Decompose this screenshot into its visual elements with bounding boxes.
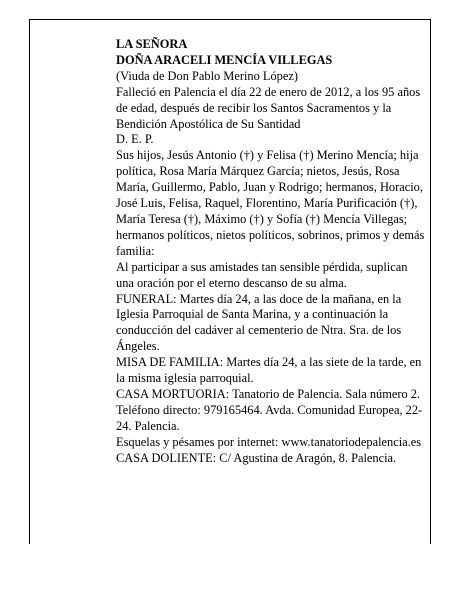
family-paragraph: Sus hijos, Jesús Antonio (†) y Felisa (†) Merino Mencía; hija política, Rosa María Márquez García; nietos, Jesús, Rosa María, Guillermo, Pablo, Juan y Rodrigo; hermanos, Horacio, José Luis, Felisa, Raquel, Florentino, María Purificación (†), María Teresa (†), Máximo (†) y Sofía (†) Mencía Villegas; hermanos políticos, nietos políticos, sobrinos, primos y demás familia: [116, 148, 425, 258]
family-mass-paragraph: MISA DE FAMILIA: Martes día 24, a las siete de la tarde, en la misma iglesia parroquial. [116, 355, 422, 386]
notice-heading: LA SEÑORA [116, 37, 188, 51]
death-paragraph: Falleció en Palencia el día 22 de enero de 2012, a los 95 años de edad, después de recibir los Santos Sacramentos y la Bendición Apostólica de Su Santidad [116, 84, 421, 131]
request-paragraph: Al participar a sus amistades tan sensible pérdida, suplican una oración por el eterno descanso de su alma. [116, 259, 408, 290]
notice-subtitle: (Viuda de Don Pablo Merino López) [116, 68, 298, 83]
deceased-name: DOÑA ARACELI MENCÍA VILLEGAS [116, 52, 333, 67]
internet-paragraph: Esquelas y pésames por internet: www.tanatoriodepalencia.es [116, 434, 422, 449]
funeral-paragraph: FUNERAL: Martes día 24, a las doce de la mañana, en la Iglesia Parroquial de Santa Marina, y a continuación la conducción del cadáver al cementerio de Ntra. Sra. de los Ángeles. [116, 291, 402, 354]
mortuary-paragraph: CASA MORTUORIA: Tanatorio de Palencia. Sala número 2. Teléfono directo: 979165464. Avda. Comunidad Europea, 22-24. Palencia. [116, 386, 423, 433]
rip-text: D. E. P. [116, 132, 154, 147]
home-paragraph: CASA DOLIENTE: C/ Agustina de Aragón, 8. Palencia. [116, 450, 397, 465]
obituary-notice [116, 37, 426, 466]
